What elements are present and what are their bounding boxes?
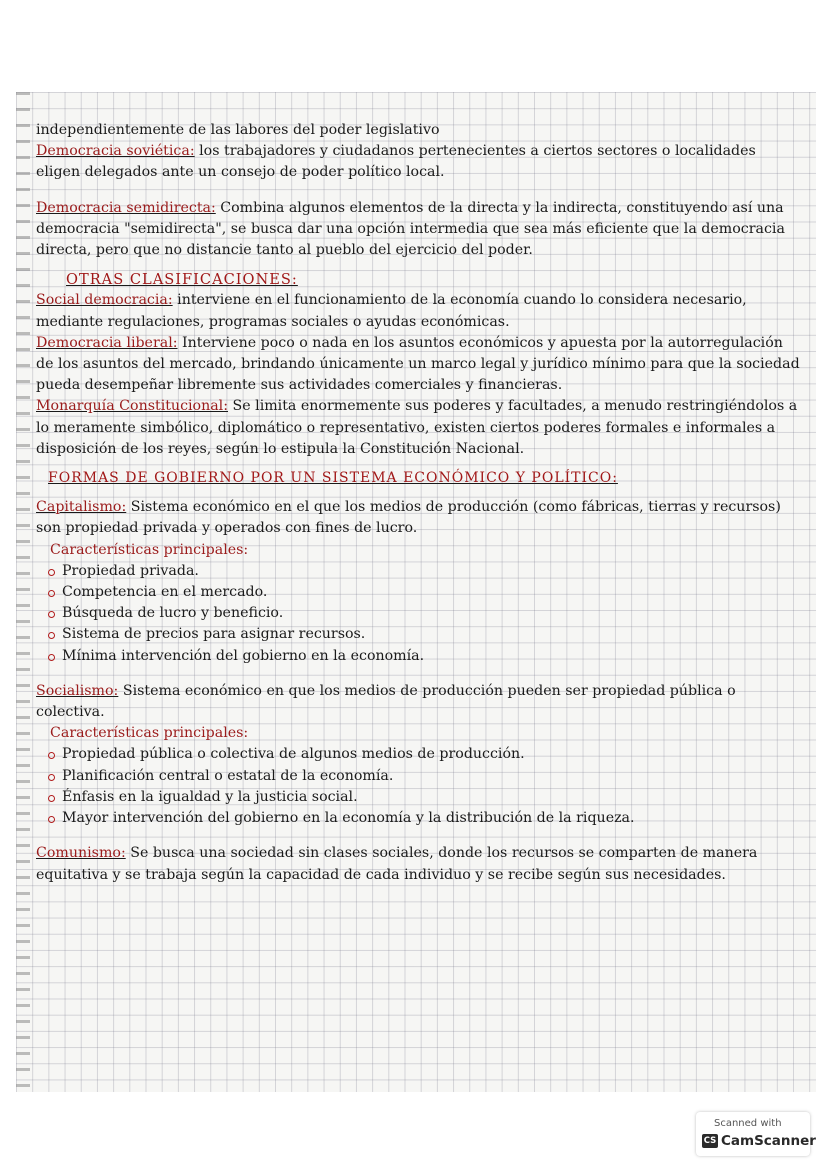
text-democracia-sovietica: los trabajadores y ciudadanos pertenecientes a ciertos sectores o localidades eligen delegados ante un consejo de poder político local. [36,143,756,181]
term-democracia-sovietica: Democracia soviética: [36,143,195,160]
list-item: Mínima intervención del gobierno en la economía. [48,646,804,667]
list-item: Énfasis en la igualdad y la justicia social. [48,787,804,808]
term-comunismo: Comunismo: [36,845,126,862]
paragraph-democracia-liberal [36,333,804,397]
list-item: Planificación central o estatal de la economía. [48,766,804,787]
page-content [36,120,804,886]
paragraph-continued: independientemente de las labores del poder legislativo [36,122,440,138]
text-capitalismo: Sistema económico en el que los medios de producción (como fábricas, tierras y recursos) son propiedad privada y operados con fines de lucro. [36,499,781,537]
section-title-otras-clasificaciones: OTRAS CLASIFICACIONES: [66,271,298,289]
list-item: Propiedad pública o colectiva de algunos medios de producción. [48,744,804,765]
list-item: Competencia en el mercado. [48,582,804,603]
term-democracia-liberal: Democracia liberal: [36,334,178,351]
paragraph-democracia-sovietica [36,141,804,183]
term-monarquia-constitucional: Monarquía Constitucional: [36,398,229,415]
term-democracia-semidirecta: Democracia semidirecta: [36,199,216,216]
list-item: Búsqueda de lucro y beneficio. [48,603,804,624]
list-item: Mayor intervención del gobierno en la economía y la distribución de la riqueza. [48,808,804,829]
term-social-democracia: Social democracia: [36,292,173,309]
paragraph-comunismo [36,843,804,885]
notebook-page [16,92,816,1092]
paragraph-social-democracia [36,290,804,332]
text-social-democracia: interviene en el funcionamiento de la economía cuando lo considera necesario, mediante regulaciones, programas sociales o ayudas económicas. [36,292,747,330]
paragraph-monarquia-constitucional [36,396,804,460]
scanner-badge-caption: Scanned with [714,1118,782,1129]
term-capitalismo: Capitalismo: [36,499,127,516]
camscanner-logo-icon: CS [703,1136,717,1146]
text-socialismo: Sistema económico en que los medios de producción pueden ser propiedad pública o colectiva. [36,682,736,721]
section-title-formas-de-gobierno: FORMAS DE GOBIERNO POR UN SISTEMA ECONÓMICO Y POLÍTICO: [48,470,618,487]
scanner-badge [696,1112,816,1156]
term-socialismo: Socialismo: [36,682,119,699]
list-capitalismo [36,561,804,667]
list-item: Sistema de precios para asignar recursos. [48,624,804,645]
text-democracia-liberal: Interviene poco o nada en los asuntos económicos y apuesta por la autorregulación de los asuntos del mercado, brindando únicamente un marco legal y jurídico mínimo para que la sociedad pueda desempeñar libremente sus actividades comerciales y financieras. [36,334,800,394]
subhead-socialismo: Características principales: [50,725,249,742]
subhead-capitalismo: Características principales: [50,541,249,558]
scanner-badge-name: CamScanner [721,1133,816,1149]
paragraph-socialismo [36,681,804,723]
list-socialismo [36,744,804,829]
text-democracia-semidirecta: Combina algunos elementos de la directa y la indirecta, constituyendo así una democracia "semidirecta", se busca dar una opción intermedia que sea más eficiente que la democracia directa, pero que no distancie tanto al pueblo del ejercicio del poder. [36,199,785,259]
text-monarquia-constitucional: Se limita enormemente sus poderes y facultades, a menudo restringiéndolos a lo meramente simbólico, diplomático o representativo, existen ciertos poderes formales e informales a disposición de los reyes, según lo estipula la Constitución Nacional. [36,398,798,457]
list-item: Propiedad privada. [48,561,804,582]
paragraph-democracia-semidirecta [36,198,804,262]
text-comunismo: Se busca una sociedad sin clases sociales, donde los recursos se comparten de manera equitativa y se trabaja según la capacidad de cada individuo y se recibe según sus necesidades. [36,845,758,883]
paragraph-capitalismo [36,497,804,539]
spiral-binding [16,92,30,1092]
